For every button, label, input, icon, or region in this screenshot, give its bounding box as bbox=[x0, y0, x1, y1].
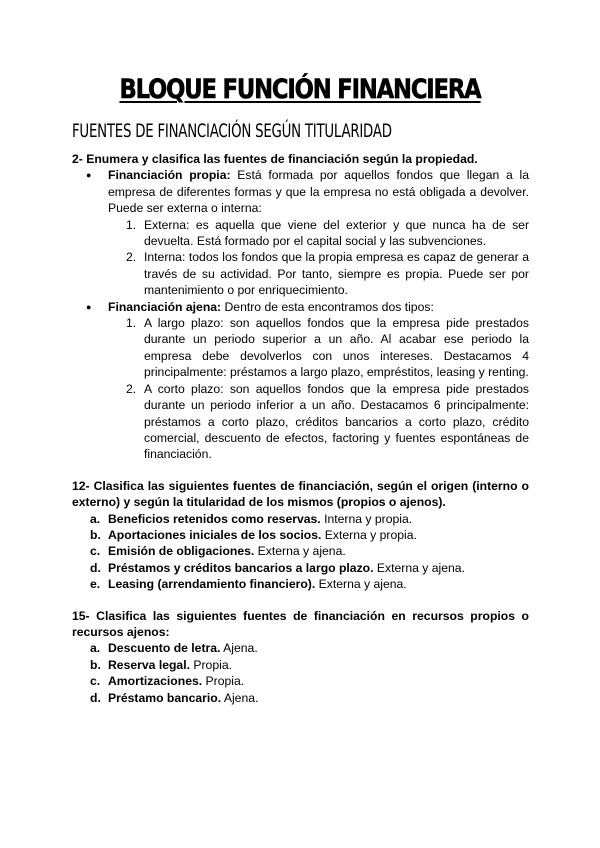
item-term: Reserva legal. bbox=[108, 657, 190, 672]
list-item bbox=[108, 217, 529, 250]
list-letter: a. bbox=[90, 641, 101, 656]
bullet-term: Financiación propia: bbox=[108, 168, 231, 183]
item-term: Descuento de letra. bbox=[108, 641, 221, 656]
list-item bbox=[72, 167, 529, 298]
sub-list bbox=[108, 315, 529, 463]
item-answer: Externa y ajena. bbox=[254, 544, 346, 559]
section-subtitle: FUENTES DE FINANCIACIÓN SEGÚN TITULARIDAD bbox=[72, 120, 392, 142]
page-title: BLOQUE FUNCIÓN FINANCIERA bbox=[119, 74, 481, 105]
list-number: 2. bbox=[126, 250, 137, 265]
question-12-heading: 12- Clasifica las siguientes fuentes de financiación, según el origen (interno o externo) y según la titularidad de los mismos (propios o ajenos). bbox=[72, 478, 529, 510]
list-item-text: A corto plazo: son aquellos fondos que la empresa pide prestados durante un periodo inferior a un año. Destacamos 6 principalmente: préstamos a corto plazo, créditos bancarios a corto plazo, crédito comercial, descuento de efectos, factoring y fuentes espontáneas de financiación. bbox=[144, 381, 529, 462]
item-answer: Ajena. bbox=[220, 641, 258, 656]
question-12-list bbox=[72, 511, 529, 593]
list-item bbox=[72, 657, 529, 673]
question-2-heading: 2- Enumera y clasifica las fuentes de financiación según la propiedad. bbox=[72, 152, 478, 166]
list-letter: d. bbox=[90, 690, 101, 705]
question-15-list bbox=[72, 640, 529, 706]
list-item bbox=[72, 299, 529, 463]
list-letter: c. bbox=[90, 674, 101, 689]
document-body bbox=[72, 151, 529, 706]
item-term: Emisión de obligaciones. bbox=[108, 544, 255, 559]
list-item bbox=[72, 511, 529, 527]
item-answer: Externa y ajena. bbox=[373, 560, 465, 575]
list-number: 1. bbox=[126, 217, 137, 232]
list-item bbox=[108, 249, 529, 298]
list-item bbox=[108, 315, 529, 381]
list-item bbox=[72, 543, 529, 559]
item-answer: Externa y propia. bbox=[321, 527, 417, 542]
list-item bbox=[72, 640, 529, 656]
item-answer: Propia. bbox=[189, 657, 232, 672]
list-item bbox=[72, 576, 529, 592]
item-term: Leasing (arrendamiento financiero). bbox=[108, 577, 316, 592]
bullet-term: Financiación ajena: bbox=[108, 299, 222, 314]
bullet-text: Está formada por aquellos fondos que llegan a la empresa de diferentes formas y que la empresa no está obligada a devolver. Puede ser externa o interna: bbox=[108, 168, 529, 216]
question-2-list bbox=[72, 167, 529, 462]
item-answer: Interna y propia. bbox=[320, 511, 413, 526]
list-letter: e. bbox=[90, 577, 101, 592]
list-number: 2. bbox=[126, 381, 137, 396]
list-item bbox=[72, 690, 529, 706]
question-15-heading: 15- Clasifica las siguientes fuentes de financiación en recursos propios o recursos ajenos: bbox=[72, 608, 529, 639]
item-term: Amortizaciones. bbox=[108, 674, 203, 689]
list-item bbox=[72, 673, 529, 689]
list-item bbox=[72, 560, 529, 576]
list-item-text: Externa: es aquella que viene del exterior y que nunca ha de ser devuelta. Está formado por el capital social y las subvenciones. bbox=[144, 217, 529, 249]
sub-list bbox=[108, 217, 529, 299]
spacer bbox=[72, 593, 529, 608]
item-answer: Externa y ajena. bbox=[315, 577, 407, 592]
list-letter: b. bbox=[90, 527, 101, 542]
list-letter: d. bbox=[90, 560, 101, 575]
item-term: Préstamo bancario. bbox=[108, 690, 222, 705]
spacer bbox=[72, 463, 529, 478]
item-answer: Ajena. bbox=[221, 690, 259, 705]
bullet-text: Dentro de esta encontramos dos tipos: bbox=[221, 299, 434, 314]
item-term: Aportaciones iniciales de los socios. bbox=[108, 527, 322, 542]
list-item-text: A largo plazo: son aquellos fondos que la empresa pide prestados durante un periodo superior a un año. Al acabar ese periodo la empresa debe devolverlos con unos intereses. Destacamos 4 principalmente: préstamos a largo plazo, empréstitos, leasing y renting. bbox=[144, 316, 529, 380]
list-letter: c. bbox=[90, 544, 101, 559]
list-number: 1. bbox=[126, 316, 137, 331]
item-term: Préstamos y créditos bancarios a largo plazo. bbox=[108, 560, 374, 575]
item-answer: Propia. bbox=[202, 674, 245, 689]
list-item bbox=[72, 527, 529, 543]
list-item-text: Interna: todos los fondos que la propia empresa es capaz de generar a través de su actividad. Por tanto, siempre es propia. Puede ser por mantenimiento o por enriquecimiento. bbox=[144, 250, 529, 298]
item-term: Beneficios retenidos como reservas. bbox=[108, 511, 321, 526]
list-item bbox=[108, 381, 529, 463]
list-letter: a. bbox=[90, 511, 101, 526]
list-letter: b. bbox=[90, 657, 101, 672]
